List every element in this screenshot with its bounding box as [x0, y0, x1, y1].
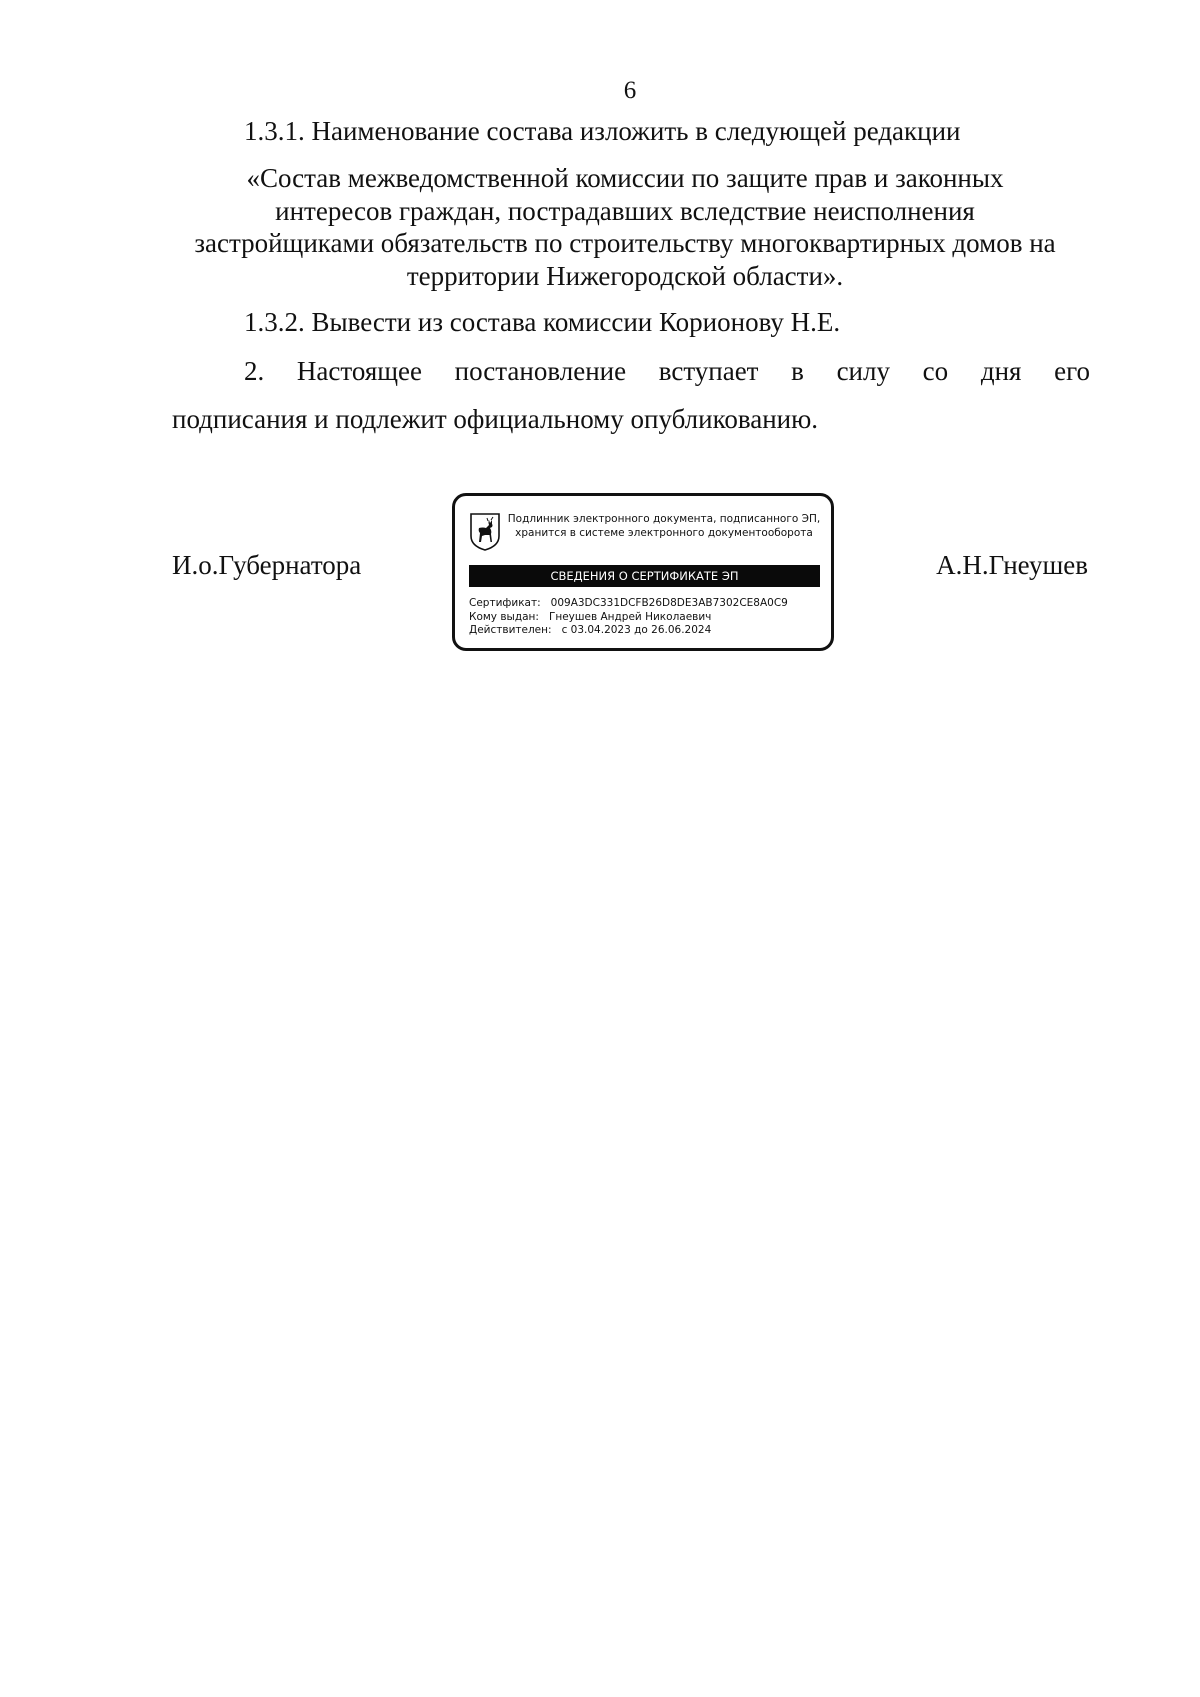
paragraph-2-word: вступает: [658, 356, 759, 386]
signatory-title: И.о.Губернатора: [172, 550, 362, 580]
paragraph-2-word: дня: [980, 356, 1022, 386]
page-number: 6: [623, 77, 637, 104]
commission-title-line: «Состав межведомственной комиссии по защите прав и законных: [246, 163, 1004, 193]
deer-coat-of-arms-icon: [469, 512, 501, 552]
certificate-label: Сертификат:: [469, 597, 548, 609]
certificate-row: [469, 597, 788, 611]
issued-to-row: [469, 611, 788, 625]
paragraph-2-word: 2.: [244, 356, 265, 386]
electronic-signature-stamp: [452, 493, 834, 651]
paragraph-2-word: постановление: [454, 356, 627, 386]
validity-row: [469, 624, 788, 638]
paragraph-2-line-2: подписания и подлежит официальному опубликованию.: [172, 404, 819, 434]
commission-title-line: интересов граждан, пострадавших вследствие неисполнения: [275, 195, 975, 226]
paragraph-2-word: Настоящее: [296, 356, 422, 386]
paragraph-2-word: в: [791, 356, 804, 386]
commission-title-line: застройщиками обязательств по строительству многоквартирных домов на: [194, 228, 1056, 258]
paragraph-2-line-1: [244, 355, 1090, 388]
certificate-value: 009A3DC331DCFB26D8DE3AB7302CE8A0C9: [550, 597, 788, 609]
certificate-info-bar: СВЕДЕНИЯ О СЕРТИФИКАТЕ ЭП: [469, 565, 820, 587]
commission-title: [160, 162, 1090, 292]
signatory-name: А.Н.Гнеушев: [936, 550, 1088, 580]
stamp-header-line: хранится в системе электронного документооборота: [515, 527, 813, 539]
paragraph-1-3-2: 1.3.2. Вывести из состава комиссии Корионову Н.Е.: [244, 307, 841, 337]
stamp-header: [507, 512, 821, 540]
paragraph-2-word: со: [922, 356, 949, 386]
paragraph-2-word: его: [1054, 356, 1090, 386]
commission-title-line: территории Нижегородской области».: [406, 260, 844, 291]
issued-to-value: Гнеушев Андрей Николаевич: [548, 610, 712, 623]
issued-to-label: Кому выдан:: [469, 610, 546, 623]
paragraph-1-3-1: 1.3.1. Наименование состава изложить в следующей редакции: [244, 116, 961, 146]
paragraph-2-word: силу: [836, 356, 890, 386]
validity-value: с 03.04.2023 до 26.06.2024: [561, 624, 712, 636]
certificate-details: [469, 597, 788, 638]
stamp-header-line: Подлинник электронного документа, подписанного ЭП,: [507, 513, 821, 525]
validity-label: Действителен:: [469, 624, 559, 636]
